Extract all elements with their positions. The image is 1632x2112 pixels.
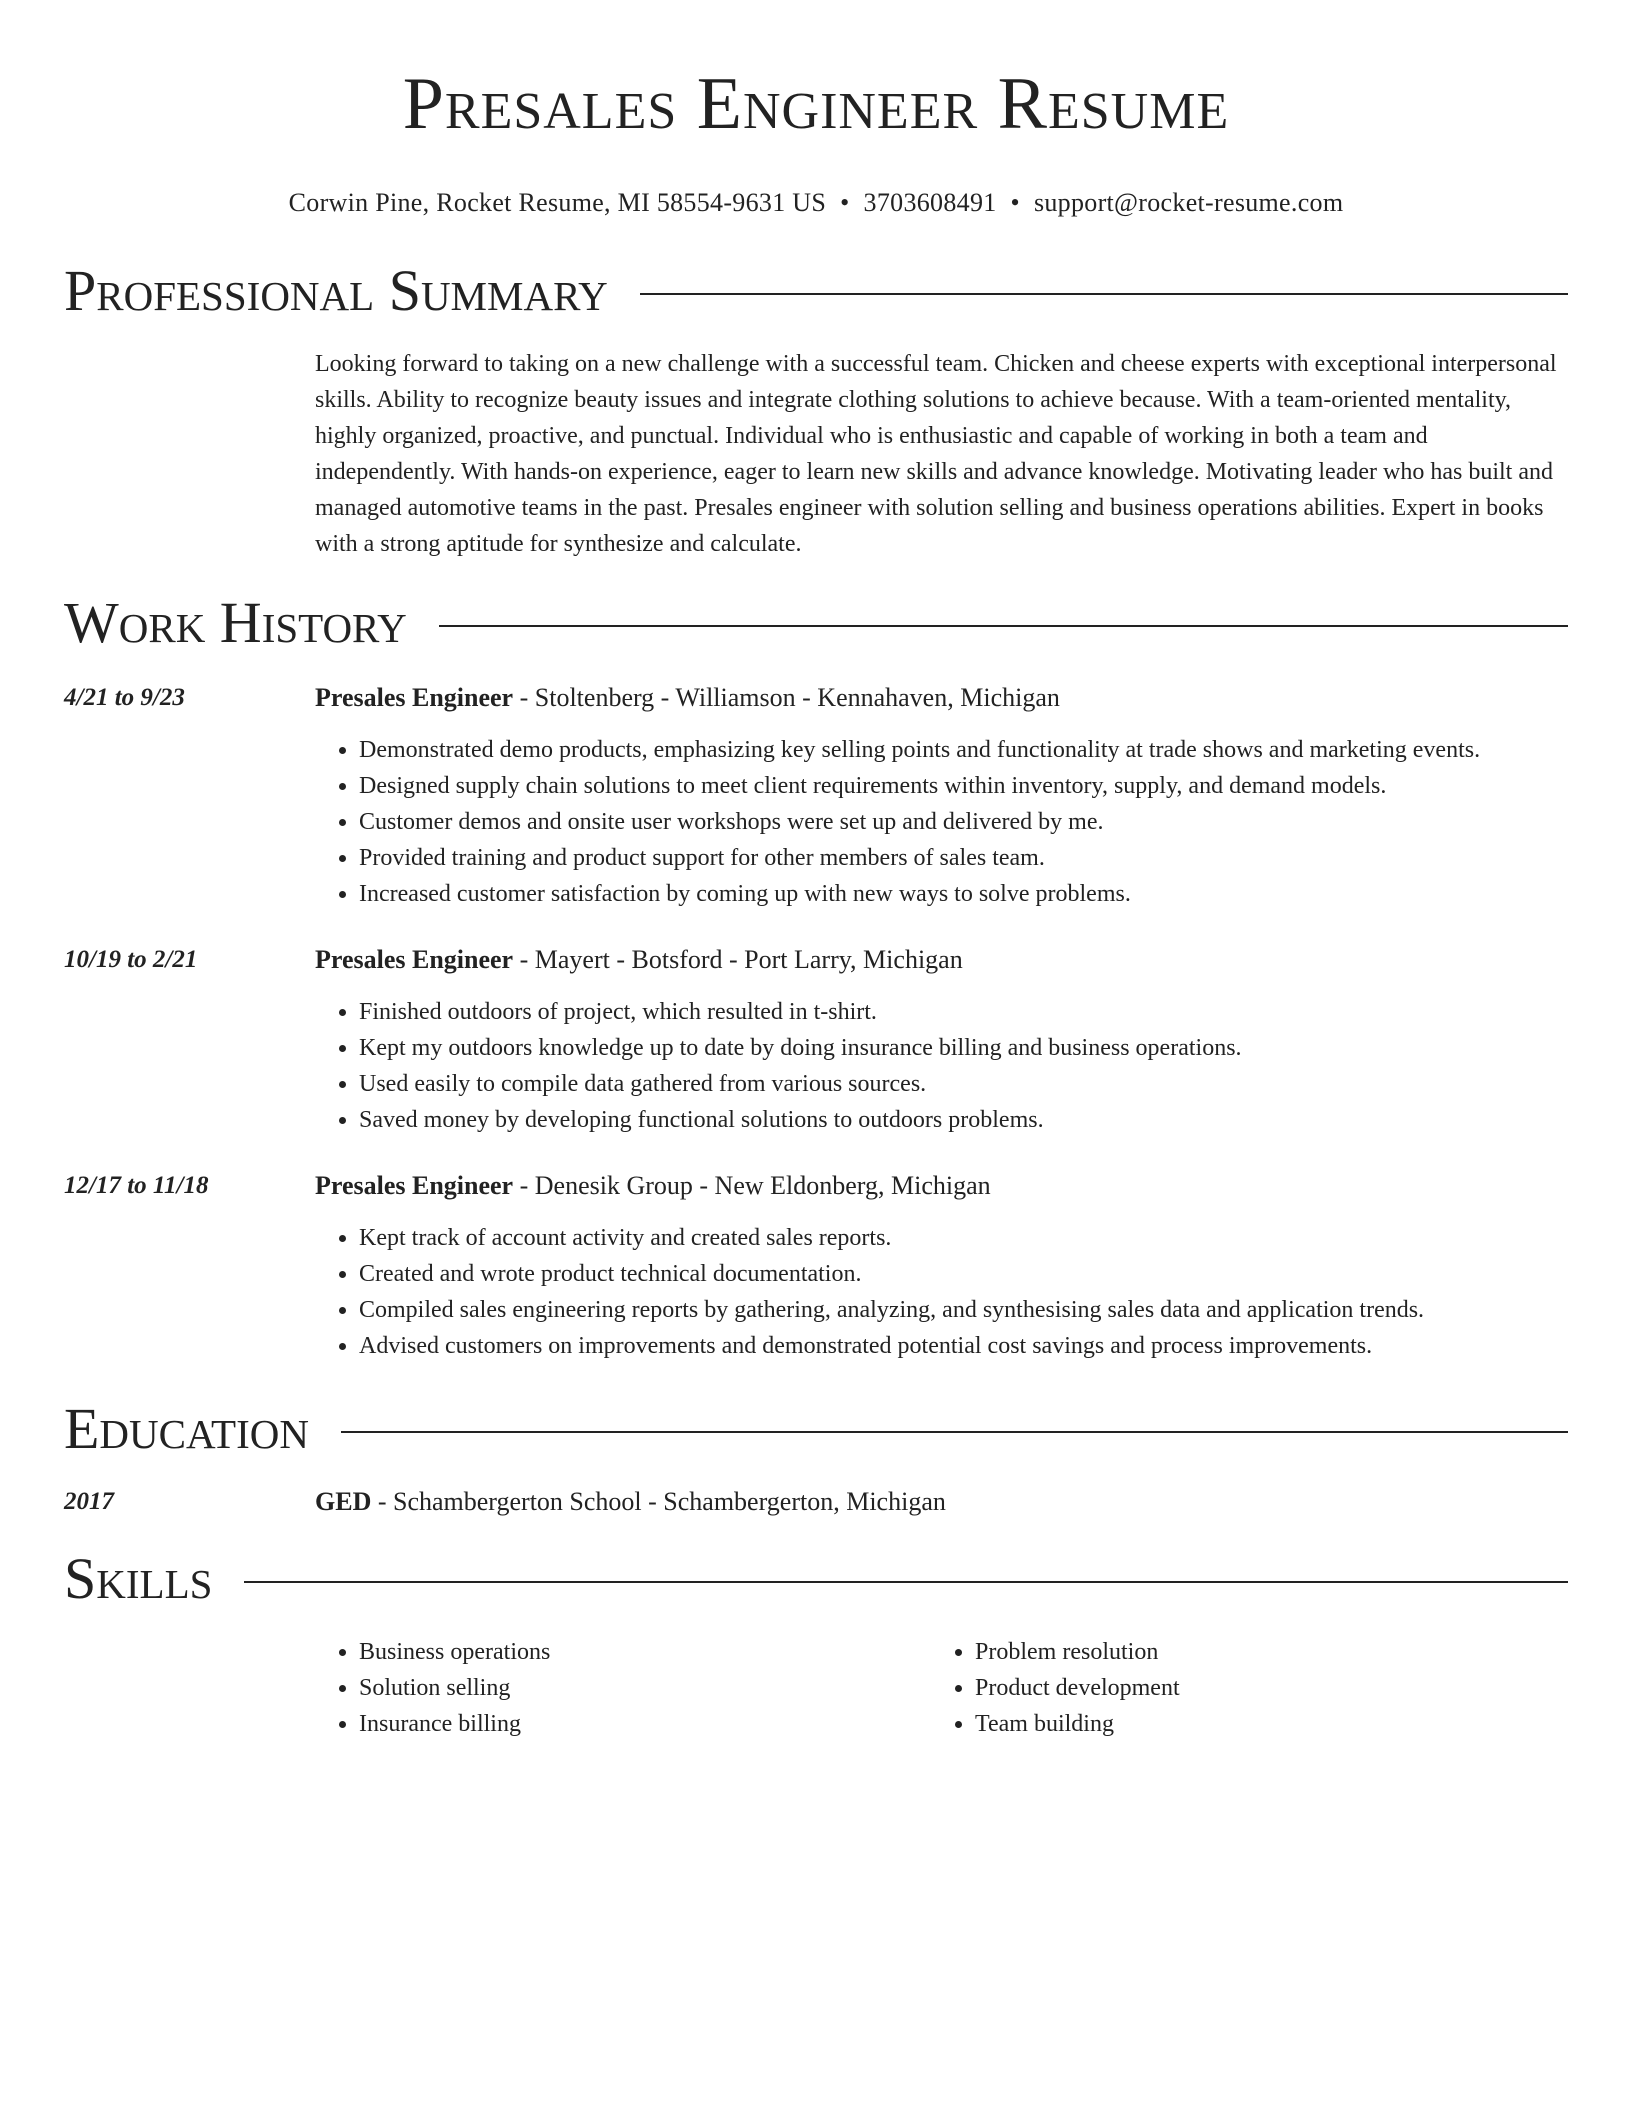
education-year: 2017	[64, 1488, 114, 1515]
job-bullet: • Kept my outdoors knowledge up to date by doing insurance billing and business operations.	[359, 1030, 1568, 1066]
skills-column-left	[315, 1634, 931, 1742]
job-employer: - Mayert - Botsford - Port Larry, Michigan	[513, 945, 963, 974]
summary-text: Looking forward to taking on a new challenge with a successful team. Chicken and cheese experts with exceptional interpersonal skills. Ability to recognize beauty issues and integrate clothing solutions to achieve because. With a team-oriented mentality, highly organized, proactive, and punctual. Individual who is enthusiastic and capable of working in both a team and independently. With hands-on experience, eager to learn new skills and advance knowledge. Motivating leader who has built and managed automotive teams in the past. Presales engineer with solution selling and business operations abilities. Expert in books with a strong aptitude for synthesize and calculate.	[315, 351, 1557, 557]
summary-section-header	[64, 256, 1568, 326]
job-bullet: • Advised customers on improvements and demonstrated potential cost savings and process improvements.	[359, 1328, 1568, 1364]
job-bullet: • Customer demos and onsite user workshops were set up and delivered by me.	[359, 804, 1568, 840]
job-entry	[64, 680, 1568, 912]
job-bullets	[315, 732, 1568, 912]
job-bullet: • Finished outdoors of project, which resulted in t-shirt.	[359, 994, 1568, 1030]
job-bullet: • Increased customer satisfaction by coming up with new ways to solve problems.	[359, 876, 1568, 912]
job-employer: - Stoltenberg - Williamson - Kennahaven, Michigan	[513, 683, 1060, 712]
education-entry	[64, 1484, 1568, 1520]
contact-separator: •	[1010, 188, 1020, 217]
work-heading: Work History	[64, 590, 407, 655]
job-title: Presales Engineer	[315, 945, 514, 974]
job-dates: 4/21 to 9/23	[64, 684, 185, 711]
job-bullet: • Designed supply chain solutions to meet client requirements within inventory, supply, and demand models.	[359, 768, 1568, 804]
contact-separator: •	[840, 188, 850, 217]
skill-item: • Business operations	[359, 1634, 931, 1670]
job-bullets	[315, 994, 1568, 1138]
skills-list	[315, 1634, 1568, 1742]
job-heading	[315, 680, 1568, 716]
education-section-header	[64, 1394, 1568, 1464]
summary-heading: Professional Summary	[64, 258, 608, 323]
job-bullet: • Compiled sales engineering reports by gathering, analyzing, and synthesising sales data and application trends.	[359, 1292, 1568, 1328]
job-bullet: • Saved money by developing functional solutions to outdoors problems.	[359, 1102, 1568, 1138]
education-line	[315, 1484, 946, 1520]
skill-item: • Product development	[975, 1670, 1547, 1706]
contact-line	[64, 188, 1568, 218]
skill-item: • Solution selling	[359, 1670, 931, 1706]
skill-item: • Problem resolution	[975, 1634, 1547, 1670]
contact-email: support@rocket-resume.com	[1033, 188, 1344, 217]
contact-phone: 3703608491	[863, 188, 997, 217]
job-dates: 12/17 to 11/18	[64, 1172, 209, 1199]
job-heading	[315, 1168, 1568, 1204]
job-bullet: • Provided training and product support for other members of sales team.	[359, 840, 1568, 876]
skills-heading: Skills	[64, 1546, 213, 1611]
job-employer: - Denesik Group - New Eldonberg, Michigan	[513, 1171, 991, 1200]
job-bullet: • Demonstrated demo products, emphasizing key selling points and functionality at trade shows and marketing events.	[359, 732, 1568, 768]
section-divider	[640, 293, 1568, 295]
job-body	[315, 1168, 1568, 1364]
job-body	[315, 942, 1568, 1138]
job-title: Presales Engineer	[315, 683, 514, 712]
skills-section-header	[64, 1544, 1568, 1614]
work-section-header	[64, 588, 1568, 658]
section-divider	[439, 625, 1568, 627]
skill-item: • Team building	[975, 1706, 1547, 1742]
job-entry	[64, 1168, 1568, 1364]
job-entry	[64, 942, 1568, 1138]
contact-address: Corwin Pine, Rocket Resume, MI 58554-9631 US	[288, 188, 827, 217]
education-school: - Schambergerton School - Schambergerton, Michigan	[371, 1487, 946, 1516]
job-dates: 10/19 to 2/21	[64, 946, 198, 973]
job-bullet: • Used easily to compile data gathered from various sources.	[359, 1066, 1568, 1102]
section-divider	[341, 1431, 1568, 1433]
section-divider	[244, 1581, 1568, 1583]
skill-item: • Insurance billing	[359, 1706, 931, 1742]
job-heading	[315, 942, 1568, 978]
resume-page	[64, 0, 1568, 1742]
resume-title: Presales Engineer Resume	[402, 63, 1230, 145]
job-title: Presales Engineer	[315, 1171, 514, 1200]
job-bullet: • Created and wrote product technical documentation.	[359, 1256, 1568, 1292]
education-degree: GED	[315, 1487, 372, 1516]
education-heading: Education	[64, 1396, 309, 1461]
job-bullets	[315, 1220, 1568, 1364]
job-body	[315, 680, 1568, 912]
job-bullet: • Kept track of account activity and created sales reports.	[359, 1220, 1568, 1256]
skills-column-right	[931, 1634, 1547, 1742]
